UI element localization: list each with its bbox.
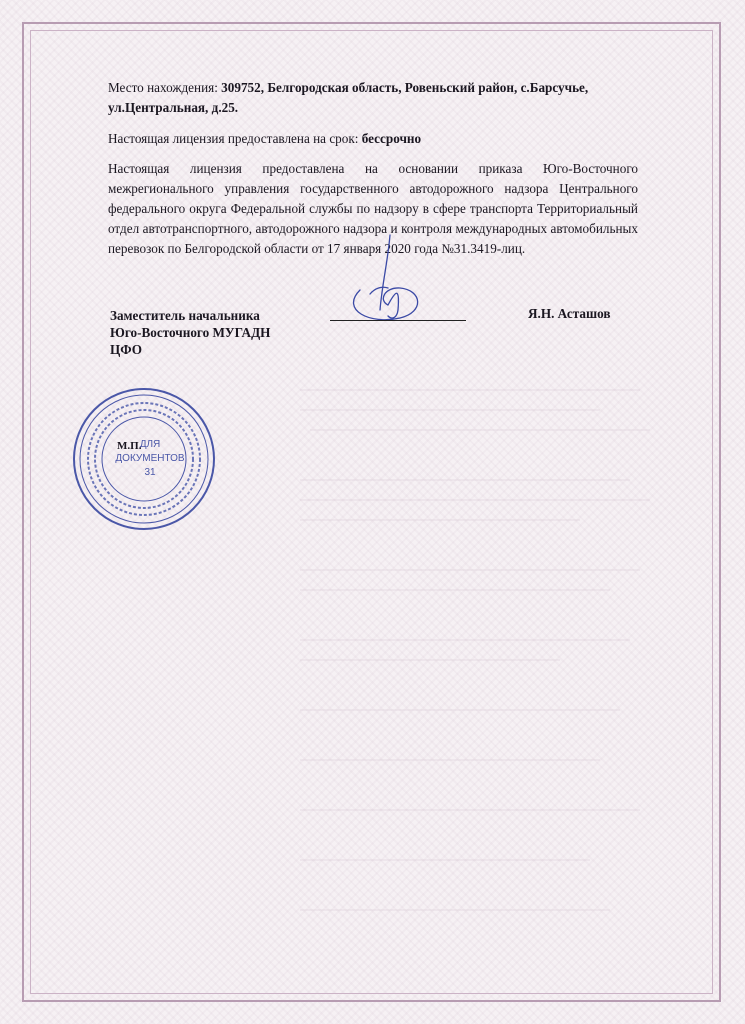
- show-through-texture: [300, 380, 660, 940]
- term-label: Настоящая лицензия предоставлена на срок:: [108, 131, 362, 146]
- location-label: Место нахождения:: [108, 80, 222, 95]
- position-line2: Юго-Восточного МУГАДН: [110, 325, 271, 340]
- term-paragraph: [108, 129, 638, 149]
- stamp-center-line1: ДЛЯ: [139, 439, 161, 450]
- signatory-position: [110, 307, 270, 358]
- handwritten-signature: [330, 230, 450, 330]
- signatory-name: Я.Н. Асташов: [528, 306, 611, 321]
- term-value: бессрочно: [361, 131, 422, 146]
- location-paragraph: [108, 78, 638, 118]
- position-line3: ЦФО: [110, 342, 143, 357]
- official-stamp: [70, 385, 218, 533]
- location-value-line2: ул.Центральная, д.25.: [108, 100, 239, 115]
- seal-place-label: М.П.: [117, 440, 142, 452]
- location-value-line1: 309752, Белгородская область, Ровеньский район, с.Барсучье,: [221, 80, 589, 95]
- basis-paragraph: Настоящая лицензия предоставлена на основании приказа Юго-Восточного межрегионального управления государственного автодорожного надзора Центрального федерального округа Федеральной службы по надзору в сфере транспорта Территориальный отдел автотранспортного, автодорожного надзора и контроля международных автомобильных перевозок по Белгородской области от 17 января 2020 года №31.3419-лиц.: [108, 161, 638, 256]
- stamp-center-line3: 31: [144, 467, 156, 478]
- signature-line: [330, 320, 466, 321]
- stamp-center-line2: ДОКУМЕНТОВ: [115, 453, 185, 464]
- position-line1: Заместитель начальника: [110, 308, 260, 323]
